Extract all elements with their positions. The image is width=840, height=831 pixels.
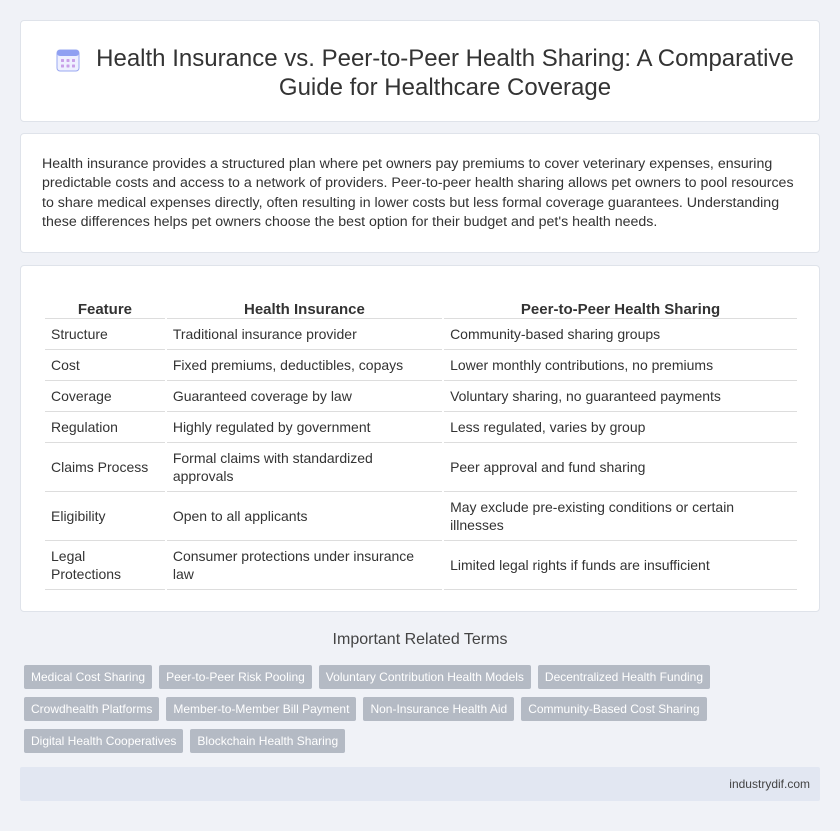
tag-peer-risk-pooling[interactable]: Peer-to-Peer Risk Pooling <box>159 665 312 689</box>
table-cell: Consumer protections under insurance law <box>167 541 442 590</box>
tag-community-cost-sharing[interactable]: Community-Based Cost Sharing <box>521 697 706 721</box>
table-cell: Guaranteed coverage by law <box>167 381 442 412</box>
table-cell: Coverage <box>45 381 165 412</box>
table-row <box>45 412 797 443</box>
table-cell: Peer approval and fund sharing <box>444 443 797 492</box>
title-card <box>20 20 820 122</box>
intro-card <box>20 133 820 253</box>
column-header-health-insurance: Health Insurance <box>167 295 442 319</box>
tag-crowdhealth-platforms[interactable]: Crowdhealth Platforms <box>24 697 159 721</box>
table-row <box>45 492 797 541</box>
related-terms-heading: Important Related Terms <box>332 631 508 648</box>
table-cell: Regulation <box>45 412 165 443</box>
table-row <box>45 443 797 492</box>
table-header-row <box>45 295 797 319</box>
table-cell: Lower monthly contributions, no premiums <box>444 350 797 381</box>
related-terms-tags <box>24 665 824 761</box>
table-cell: Limited legal rights if funds are insufficient <box>444 541 797 590</box>
table-cell: Eligibility <box>45 492 165 541</box>
table-row <box>45 350 797 381</box>
footer <box>20 767 820 801</box>
tag-member-bill-payment[interactable]: Member-to-Member Bill Payment <box>166 697 356 721</box>
tag-medical-cost-sharing[interactable]: Medical Cost Sharing <box>24 665 152 689</box>
table-cell: Community-based sharing groups <box>444 319 797 350</box>
table-cell: Traditional insurance provider <box>167 319 442 350</box>
table-row <box>45 319 797 350</box>
table-cell: Highly regulated by government <box>167 412 442 443</box>
tag-row <box>24 729 824 753</box>
table-cell: Less regulated, varies by group <box>444 412 797 443</box>
table-cell: Claims Process <box>45 443 165 492</box>
tag-decentralized-health-funding[interactable]: Decentralized Health Funding <box>538 665 710 689</box>
table-row <box>45 381 797 412</box>
intro-paragraph: Health insurance provides a structured plan where pet owners pay premiums to cover veterinary expenses, ensuring predictable costs and access to a network of providers. Peer-to-peer health sharing allows pet owners to pool resources to share medical expenses directly, often resulting in lower costs but less formal coverage guarantees. Understanding these differences helps pet owners choose the best option for their budget and pet's health needs. <box>42 156 794 231</box>
table-cell: Open to all applicants <box>167 492 442 541</box>
column-header-peer-sharing: Peer-to-Peer Health Sharing <box>444 295 797 319</box>
table-cell: May exclude pre-existing conditions or certain illnesses <box>444 492 797 541</box>
tag-blockchain-health-sharing[interactable]: Blockchain Health Sharing <box>190 729 345 753</box>
tag-non-insurance-health-aid[interactable]: Non-Insurance Health Aid <box>363 697 514 721</box>
tag-digital-health-cooperatives[interactable]: Digital Health Cooperatives <box>24 729 183 753</box>
table-cell: Legal Protections <box>45 541 165 590</box>
table-cell: Voluntary sharing, no guaranteed payments <box>444 381 797 412</box>
tag-voluntary-contribution-models[interactable]: Voluntary Contribution Health Models <box>319 665 531 689</box>
tag-row <box>24 697 824 721</box>
table-cell: Formal claims with standardized approvals <box>167 443 442 492</box>
calendar-grid-icon <box>56 48 80 72</box>
table-row <box>45 541 797 590</box>
comparison-table <box>43 295 799 590</box>
table-cell: Fixed premiums, deductibles, copays <box>167 350 442 381</box>
table-cell: Cost <box>45 350 165 381</box>
page-title: Health Insurance vs. Peer-to-Peer Health Sharing: A Comparative Guide for Healthcare Coverage <box>96 45 794 101</box>
comparison-card <box>20 265 820 612</box>
table-cell: Structure <box>45 319 165 350</box>
footer-site-link[interactable]: industrydif.com <box>729 777 810 791</box>
tag-row <box>24 665 824 689</box>
column-header-feature: Feature <box>45 295 165 319</box>
